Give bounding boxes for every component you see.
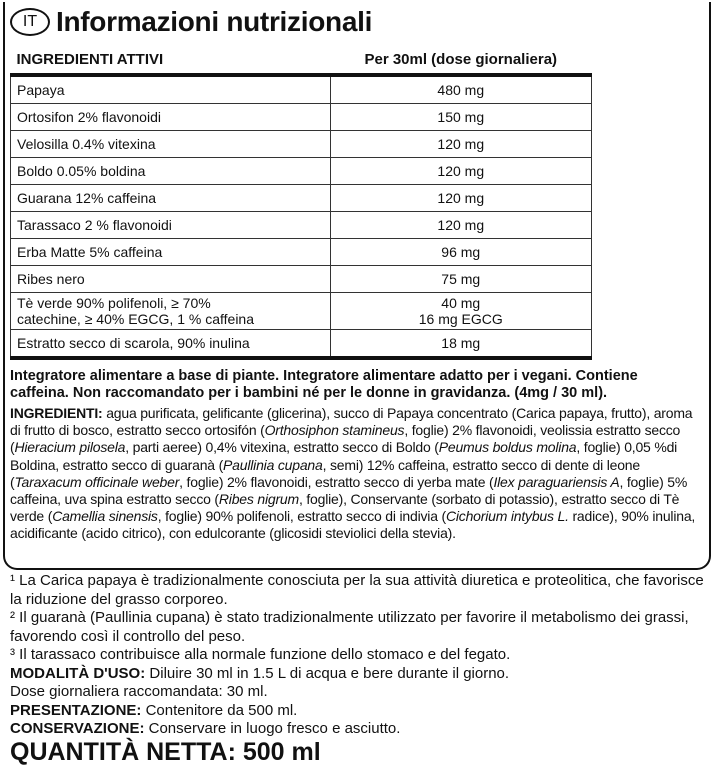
ingredient-dose: 120 mg	[330, 212, 591, 239]
storage-text: Conservare in luogo fresco e asciutto.	[144, 720, 401, 737]
presentation-text: Contenitore da 500 ml.	[141, 701, 298, 719]
ingredient-name: Tè verde 90% polifenoli, ≥ 70% catechine, ≥ 40% EGCG, 1 % caffeina	[11, 293, 331, 330]
footnote-1: ¹ La Carica papaya è tradizionalmente conosciuta per la sua attività diuretica e proteolitica, che favorisce la riduzione del grasso corporeo.	[10, 572, 704, 608]
table-row	[11, 266, 592, 293]
ingredients-segment: Hieracium pilosela	[14, 439, 126, 456]
presentation-label: PRESENTAZIONE:	[10, 701, 142, 719]
ingredients-segment: , parti aeree) 0,4% vitexina, estratto secco di Boldo (	[125, 439, 439, 456]
ingredient-name: Boldo 0.05% boldina	[11, 158, 331, 185]
ingredients-segment: Camellia sinensis	[52, 508, 158, 525]
daily-dose: Dose giornaliera raccomandata: 30 ml.	[10, 683, 268, 700]
ingredients-segment: , foglie) 90% polifenoli, estratto secco di indivia (	[157, 508, 446, 525]
ingredient-dose: 120 mg	[330, 185, 591, 212]
presentation	[10, 702, 710, 721]
table-row	[11, 330, 592, 359]
ingredients-segment: , foglie) 5% caffeina, uva spina estratto secco (	[10, 473, 688, 508]
ingredient-dose: 96 mg	[330, 239, 591, 266]
table-row	[11, 239, 592, 266]
ingredient-name: Tarassaco 2 % flavonoidi	[11, 212, 331, 239]
ingredients-label: INGREDIENTI:	[10, 405, 103, 421]
ingredients-segment: , foglie) 0,05 %di Boldina, estratto secco di guaranà (	[10, 439, 678, 473]
ingredients-segment: , semi) 12% caffeina, estratto secco di dente di leone (	[10, 456, 640, 490]
table-row	[11, 158, 592, 185]
column-header-ingredient: INGREDIENTI ATTIVI	[11, 45, 331, 75]
ingredients-segment: Peumus boldus molina	[438, 439, 577, 456]
ingredients-segment: Paullinia cupana	[223, 456, 323, 473]
page-title: Informazioni nutrizionali	[56, 6, 373, 37]
usage	[10, 665, 710, 684]
ingredient-dose: 120 mg	[330, 158, 591, 185]
table-row	[11, 185, 592, 212]
warning-text: Integratore alimentare a base di piante. Integratore alimentare adatto per i vegani. Contiene caffeina. Non raccomandato per i bambini né per le donne in gravidanza. (4mg / 30 ml).	[10, 368, 638, 401]
footnote-3: ³ Il tarassaco contribuisce alla normale funzione dello stomaco e del fegato.	[10, 646, 511, 663]
ingredient-name: Ortosifon 2% flavonoidi	[11, 104, 331, 131]
table-row	[11, 104, 592, 131]
ingredients-segment: Ribes nigrum	[218, 491, 299, 508]
header	[10, 6, 372, 38]
column-header-dose: Per 30ml (dose giornaliera)	[330, 45, 591, 75]
ingredient-dose: 75 mg	[330, 266, 591, 293]
footnote-2: ² Il guaranà (Paullinia cupana) è stato tradizionalmente utilizzato per favorire il metabolismo dei grassi, favorendo così il controllo del peso.	[10, 609, 689, 645]
usage-label: MODALITÀ D'USO:	[10, 664, 146, 682]
ingredients-segment: Orthosiphon stamineus	[264, 422, 405, 439]
ingredients-segment: radice), 90% inulina, acidificante (acido citrico), con edulcorante (glicosidi steviolici della stevia).	[10, 508, 696, 542]
notes	[10, 572, 710, 739]
net-quantity: QUANTITÀ NETTA: 500 ml	[10, 738, 321, 766]
table-row	[11, 75, 592, 104]
ingredients-segment: Cichorium intybus L.	[445, 508, 569, 525]
ingredients-segment: agua purificata, gelificante (glicerina), succo di Papaya concentrato (Carica papaya, frutto), aroma di frutto di bosco, estratto secco ortosifón (	[10, 405, 693, 439]
ingredient-name: Papaya	[11, 75, 331, 104]
ingredients-segment: , foglie) 2% flavonoidi, estratto secco di yerba mate (	[179, 473, 494, 490]
ingredient-name: Guarana 12% caffeina	[11, 185, 331, 212]
ingredient-name: Estratto secco di scarola, 90% inulina	[11, 330, 331, 359]
ingredient-dose: 40 mg 16 mg EGCG	[330, 293, 591, 330]
ingredient-dose: 120 mg	[330, 131, 591, 158]
storage-label: CONSERVAZIONE:	[10, 720, 145, 737]
ingredients-segment: Taraxacum officinale weber	[14, 473, 180, 490]
storage	[10, 720, 710, 739]
ingredients-paragraph	[10, 405, 700, 543]
ingredient-dose: 18 mg	[330, 330, 591, 359]
ingredients-segment: , foglie), Conservante (sorbato di potassio), estratto secco di Tè verde (	[10, 491, 680, 525]
table-row	[11, 212, 592, 239]
ingredient-name: Velosilla 0.4% vitexina	[11, 131, 331, 158]
ingredients-segment: Ilex paraguariensis A	[493, 473, 620, 490]
ingredient-dose: 150 mg	[330, 104, 591, 131]
language-badge: IT	[10, 8, 50, 36]
table-row	[11, 131, 592, 158]
ingredient-dose: 480 mg	[330, 75, 591, 104]
usage-text: Diluire 30 ml in 1.5 L di acqua e bere durante il giorno.	[145, 664, 510, 682]
nutrition-table	[10, 45, 592, 360]
ingredients-segment: , foglie) 2% flavonoidi, veolissia estratto secco (	[10, 422, 681, 456]
table-row	[11, 293, 592, 330]
ingredient-name: Erba Matte 5% caffeina	[11, 239, 331, 266]
ingredient-name: Ribes nero	[11, 266, 331, 293]
